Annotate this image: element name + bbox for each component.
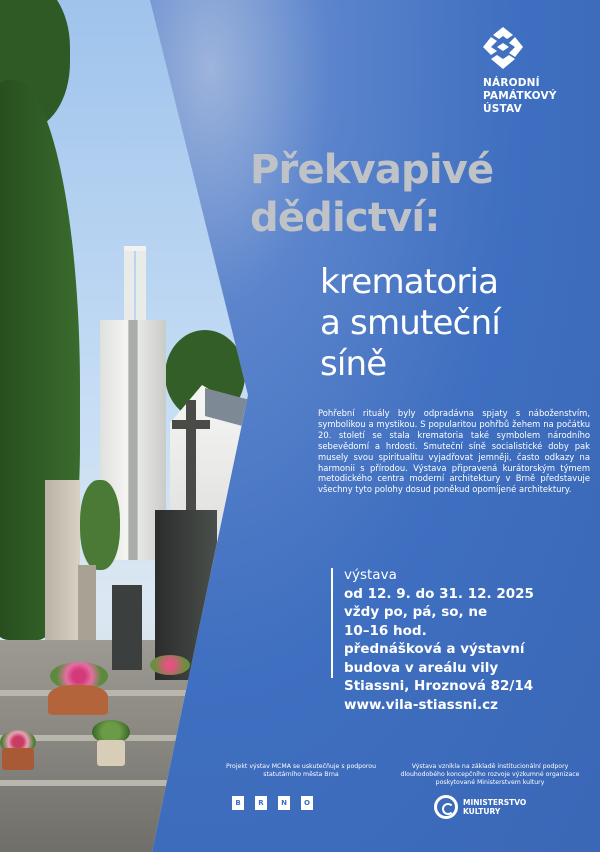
info-venue-line: budova v areálu vily bbox=[344, 659, 499, 676]
brno-support-note: Projekt výstav MCMA se uskutečňuje s podporou statutárního města Brna bbox=[226, 763, 376, 778]
brno-logo bbox=[232, 796, 313, 810]
headline-main-line: Překvapivé bbox=[250, 147, 494, 193]
npu-name-line: NÁRODNÍ bbox=[483, 77, 540, 89]
headline-sub-line: síně bbox=[320, 344, 387, 384]
info-venue-line: Stiassni, Hroznová 82/14 bbox=[344, 678, 534, 694]
info-label: výstava bbox=[344, 567, 397, 583]
description-paragraph: Pohřební rituály byly odpradávna spjaty s náboženstvím, symbolikou a mystikou. S popularitou pohřbů žehem na počátku 20. století se stala krematoria také symbolem národního sebevědomí a hrdosti. Smuteční síně socialistické doby pak musely svou spiritualitu vyjadřovat jemněji, často odkazy na harmonii s přírodou. Výstava připravená kurátorským týmem metodického centra moderní architektury v Brně představuje všechny tyto polohy dosud poněkud opomíjené architektury. bbox=[318, 408, 590, 495]
cemetery-photo bbox=[0, 0, 250, 852]
headline-sub bbox=[320, 262, 590, 385]
ministry-logo bbox=[434, 795, 526, 819]
ministry-name-line: MINISTERSTVO bbox=[463, 798, 527, 807]
brno-letter: O bbox=[301, 796, 313, 810]
info-days: vždy po, pá, so, ne bbox=[344, 604, 488, 620]
npu-diamond-logo-icon bbox=[475, 25, 531, 71]
info-divider bbox=[331, 568, 333, 678]
headline-sub-line: krematoria bbox=[320, 262, 499, 302]
npu-name-line: PAMÁTKOVÝ bbox=[483, 90, 557, 102]
info-hours: 10–16 hod. bbox=[344, 622, 427, 639]
ministry-name-line: KULTURY bbox=[463, 807, 501, 816]
exhibition-info bbox=[344, 566, 594, 714]
brno-letter: R bbox=[255, 796, 267, 810]
headline-main bbox=[250, 146, 590, 242]
npu-name-line: ÚSTAV bbox=[483, 103, 522, 115]
headline-sub-line: a smuteční bbox=[320, 303, 500, 343]
headline-main-line: dědictví: bbox=[250, 195, 440, 241]
info-dates: od 12. 9. do 31. 12. 2025 bbox=[344, 585, 534, 602]
brno-letter: N bbox=[278, 796, 290, 810]
npu-name bbox=[483, 77, 593, 116]
ministry-support-note: Výstava vznikla na základě institucionální podpory dlouhodobého koncepčního rozvoje výzkumné organizace poskytované Ministerstvem kultury bbox=[400, 763, 580, 786]
info-url[interactable]: www.vila-stiassni.cz bbox=[344, 696, 498, 713]
npu-logo bbox=[483, 25, 557, 115]
brno-letter: B bbox=[232, 796, 244, 810]
ministry-name bbox=[463, 798, 526, 816]
ministry-of-culture-logo-icon bbox=[434, 795, 458, 819]
info-venue-line: přednášková a výstavní bbox=[344, 641, 525, 657]
